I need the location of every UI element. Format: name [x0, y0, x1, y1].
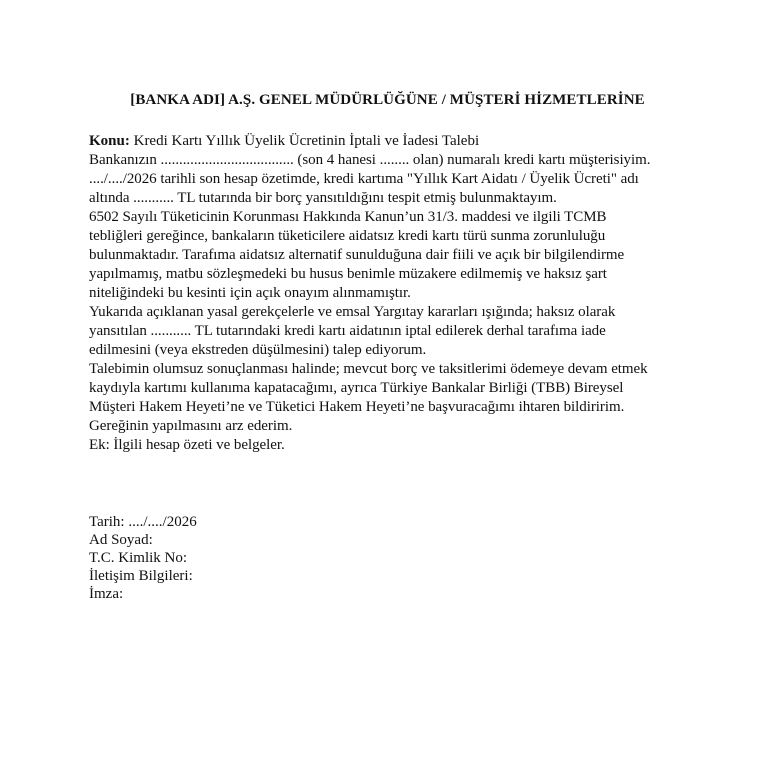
- paragraph-closing: [89, 417, 727, 436]
- document-heading: [BANKA ADI] A.Ş. GENEL MÜDÜRLÜĞÜNE / MÜŞTERİ HİZMETLERİNE: [130, 92, 645, 108]
- paragraph-attachment: [89, 436, 727, 455]
- paragraph-line: ..../..../2026 tarihli son hesap özetimde, kredi kartıma "Yıllık Kart Aidatı / Üyelik Ücreti" adı: [89, 171, 639, 187]
- signature-block: [89, 513, 727, 603]
- paragraph-line: bulunmaktadır. Tarafıma aidatsız alternatif sunulduğuna dair fiili ve açık bir bilgilendirme: [89, 247, 625, 263]
- subject-line: [89, 131, 727, 151]
- paragraph-legal-basis: [89, 208, 727, 303]
- signature-date: Tarih: ..../..../2026: [89, 514, 197, 530]
- paragraph-line: niteliğindeki bu kesinti için açık onayım alınmamıştır.: [89, 285, 411, 301]
- paragraph-line: Ek: İlgili hesap özeti ve belgeler.: [89, 437, 285, 453]
- paragraph-line: kaydıyla kartımı kullanıma kapatacağımı, ayrıca Türkiye Bankalar Birliği (TBB) Bireysel: [89, 380, 624, 396]
- signature-contact: İletişim Bilgileri:: [89, 568, 193, 584]
- paragraph-line: 6502 Sayılı Tüketicinin Korunması Hakkında Kanun’un 31/3. maddesi ve ilgili TCMB: [89, 209, 607, 225]
- signature-sign: İmza:: [89, 586, 124, 602]
- paragraph-warning: [89, 360, 727, 417]
- subject-label: Konu:: [89, 133, 130, 149]
- paragraph-line: Yukarıda açıklanan yasal gerekçelerle ve emsal Yargıtay kararları ışığında; haksız olarak: [89, 304, 616, 320]
- paragraph-line: tebliğleri gereğince, bankaların tüketicilere aidatsız kredi kartı türü sunma zorunluluğu: [89, 228, 606, 244]
- paragraph-line: yapılmamış, matbu sözleşmedeki bu husus benimle müzakere edilmemiş ve haksız şart: [89, 266, 607, 282]
- paragraph-line: Talebimin olumsuz sonuçlanması halinde; mevcut borç ve taksitlerimi ödemeye devam etmek: [89, 361, 648, 377]
- paragraph-refund-request: [89, 303, 727, 360]
- paragraph-line: Gereğinin yapılmasını arz ederim.: [89, 418, 293, 434]
- paragraph-line: Bankanızın .................................... (son 4 hanesi ........ olan) numaralı kredi kartı müşterisiyim.: [89, 152, 651, 168]
- paragraph-line: edilmesini (veya ekstreden düşülmesini) talep ediyorum.: [89, 342, 427, 358]
- subject-text: Kredi Kartı Yıllık Üyelik Ücretinin İptali ve İadesi Talebi: [129, 133, 480, 149]
- paragraph-card-info: [89, 151, 727, 208]
- paragraph-line: Müşteri Hakem Heyeti’ne ve Tüketici Hakem Heyeti’ne başvuracağımı ihtaren bildiririm.: [89, 399, 625, 415]
- signature-name: Ad Soyad:: [89, 532, 153, 548]
- paragraph-line: altında ........... TL tutarında bir borç yansıtıldığını tespit etmiş bulunmaktayım.: [89, 190, 557, 206]
- signature-id-number: T.C. Kimlik No:: [89, 550, 188, 566]
- paragraph-line: yansıtılan ........... TL tutarındaki kredi kartı aidatının iptal edilerek derhal tarafıma iade: [89, 323, 606, 339]
